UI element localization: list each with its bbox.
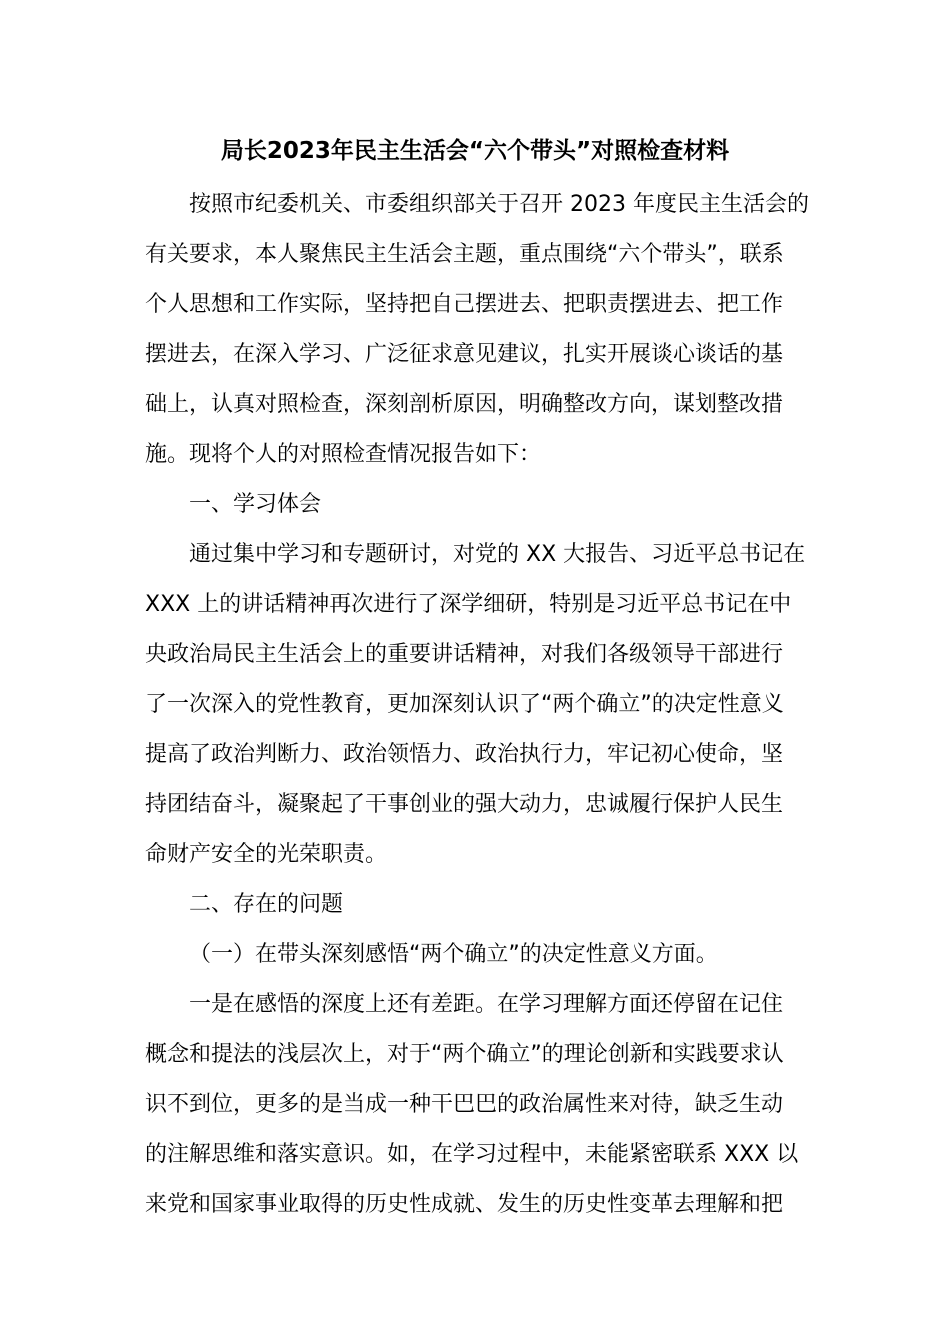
- section-heading-study: 一、学习体会: [189, 492, 322, 517]
- subsection-heading-1: （一）在带头深刻感悟“两个确立”的决定性意义方面。: [189, 942, 718, 967]
- text-line: 按照市纪委机关、市委组织部关于召开 2023 年度民主生活会的: [189, 192, 809, 217]
- text-line: 施。现将个人的对照检查情况报告如下：: [145, 442, 542, 467]
- problem-paragraph: [145, 980, 807, 1230]
- text-line: 来党和国家事业取得的历史性成就、发生的历史性变革去理解和把: [145, 1192, 784, 1217]
- text-line: 识不到位，更多的是当成一种干巴巴的政治属性来对待，缺乏生动: [145, 1092, 784, 1117]
- text-line: 提高了政治判断力、政治领悟力、政治执行力，牢记初心使命，坚: [145, 742, 784, 767]
- study-paragraph: [145, 530, 807, 880]
- text-line: 有关要求，本人聚焦民主生活会主题，重点围绕“六个带头”，联系: [145, 242, 784, 267]
- text-line: 概念和提法的浅层次上，对于“两个确立”的理论创新和实践要求认: [145, 1042, 784, 1067]
- section-heading-problems: 二、存在的问题: [189, 892, 344, 917]
- text-line: 摆进去，在深入学习、广泛征求意见建议，扎实开展谈心谈话的基: [145, 342, 784, 367]
- text-line: 的注解思维和落实意识。如，在学习过程中，未能紧密联系 XXX 以: [145, 1142, 799, 1167]
- intro-paragraph: [145, 180, 807, 480]
- document-body: [145, 180, 807, 1230]
- text-line: 持团结奋斗，凝聚起了干事创业的强大动力，忠诚履行保护人民生: [145, 792, 784, 817]
- text-line: 一是在感悟的深度上还有差距。在学习理解方面还停留在记住: [189, 992, 784, 1017]
- text-line: 命财产安全的光荣职责。: [145, 842, 388, 867]
- text-line: 通过集中学习和专题研讨，对党的 XX 大报告、习近平总书记在: [189, 542, 806, 567]
- text-line: 央政治局民主生活会上的重要讲话精神，对我们各级领导干部进行: [145, 642, 784, 667]
- text-line: 个人思想和工作实际，坚持把自己摆进去、把职责摆进去、把工作: [145, 292, 784, 317]
- text-line: XXX 上的讲话精神再次进行了深学细研，特别是习近平总书记在中: [145, 592, 792, 617]
- document-title: 局长2023年民主生活会“六个带头”对照检查材料: [220, 138, 730, 164]
- text-line: 了一次深入的党性教育，更加深刻认识了“两个确立”的决定性意义: [145, 692, 784, 717]
- text-line: 础上，认真对照检查，深刻剖析原因，明确整改方向，谋划整改措: [145, 392, 784, 417]
